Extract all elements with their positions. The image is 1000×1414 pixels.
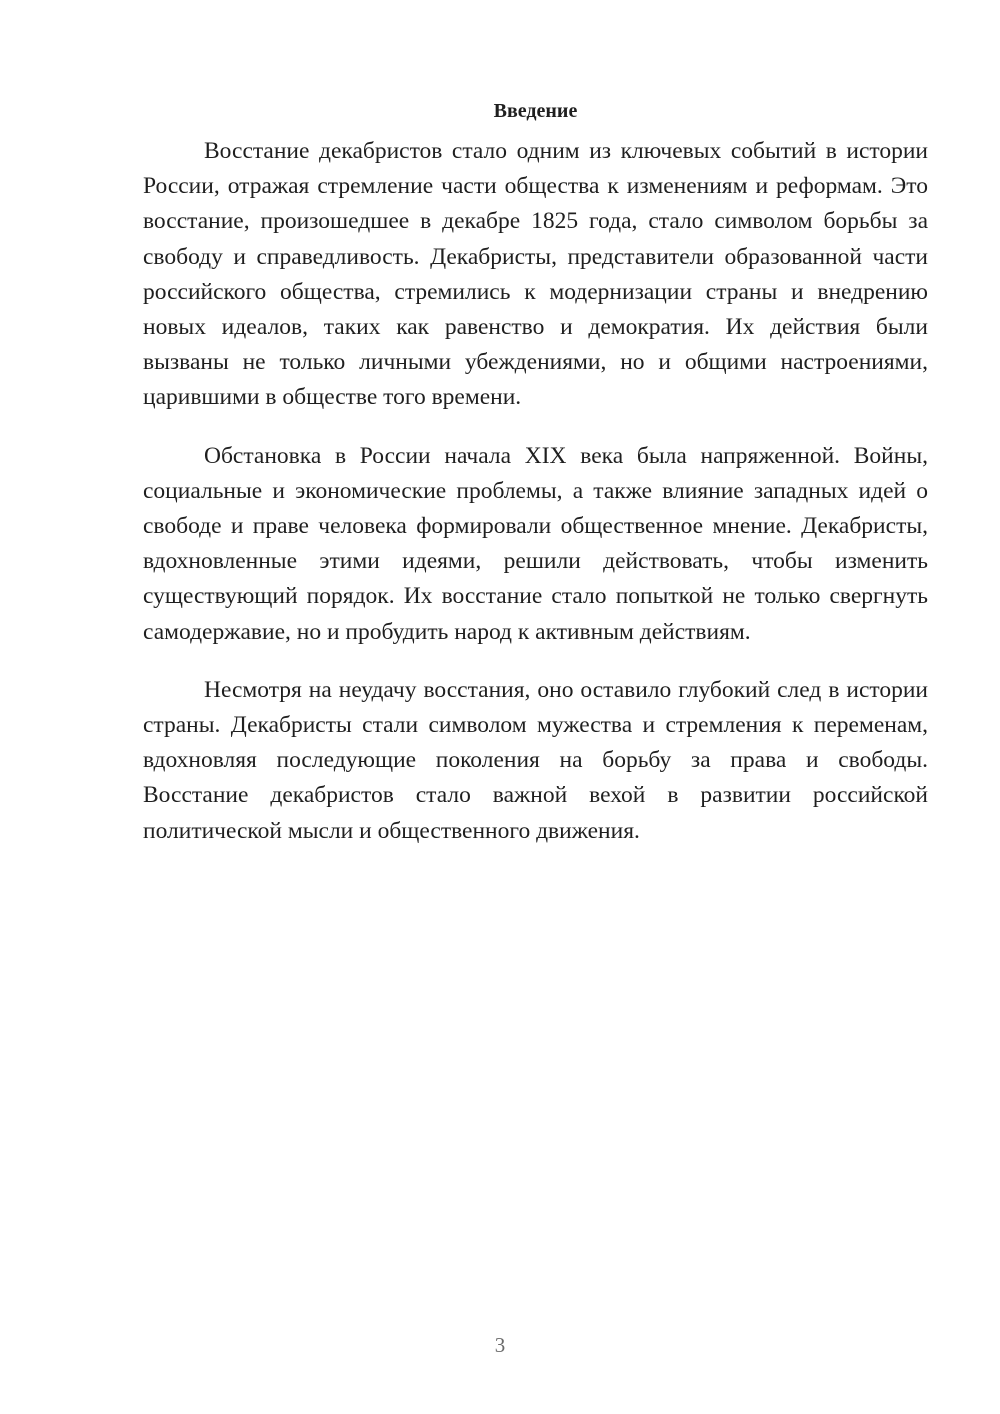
page-title: Введение	[493, 100, 578, 122]
page-number: 3	[494, 1333, 506, 1357]
page-content	[143, 96, 928, 872]
paragraph-3: Несмотря на неудачу восстания, оно оставило глубокий след в истории страны. Декабристы стали символом мужества и стремления к переменам, вдохновляя последующие поколения на борьбу за права и свободы. Восстание декабристов стало важной вехой в развитии российской политической мысли и общественного движения.	[143, 676, 928, 844]
paragraph-2: Обстановка в России начала XIX века была напряженной. Войны, социальные и экономические проблемы, а также влияние западных идей о свободе и праве человека формировали общественное мнение. Декабристы, вдохновленные этими идеями, решили действовать, чтобы изменить существующий порядок. Их восстание стало попыткой не только свергнуть самодержавие, но и пробудить народ к активным действиям.	[143, 442, 928, 645]
paragraph-1: Восстание декабристов стало одним из ключевых событий в истории России, отражая стремление части общества к изменениям и реформам. Это восстание, произошедшее в декабре 1825 года, стало символом борьбы за свободу и справедливость. Декабристы, представители образованной части российского общества, стремились к модернизации страны и внедрению новых идеалов, таких как равенство и демократия. Их действия были вызваны не только личными убеждениями, но и общими настроениями, царившими в обществе того времени.	[143, 138, 928, 411]
